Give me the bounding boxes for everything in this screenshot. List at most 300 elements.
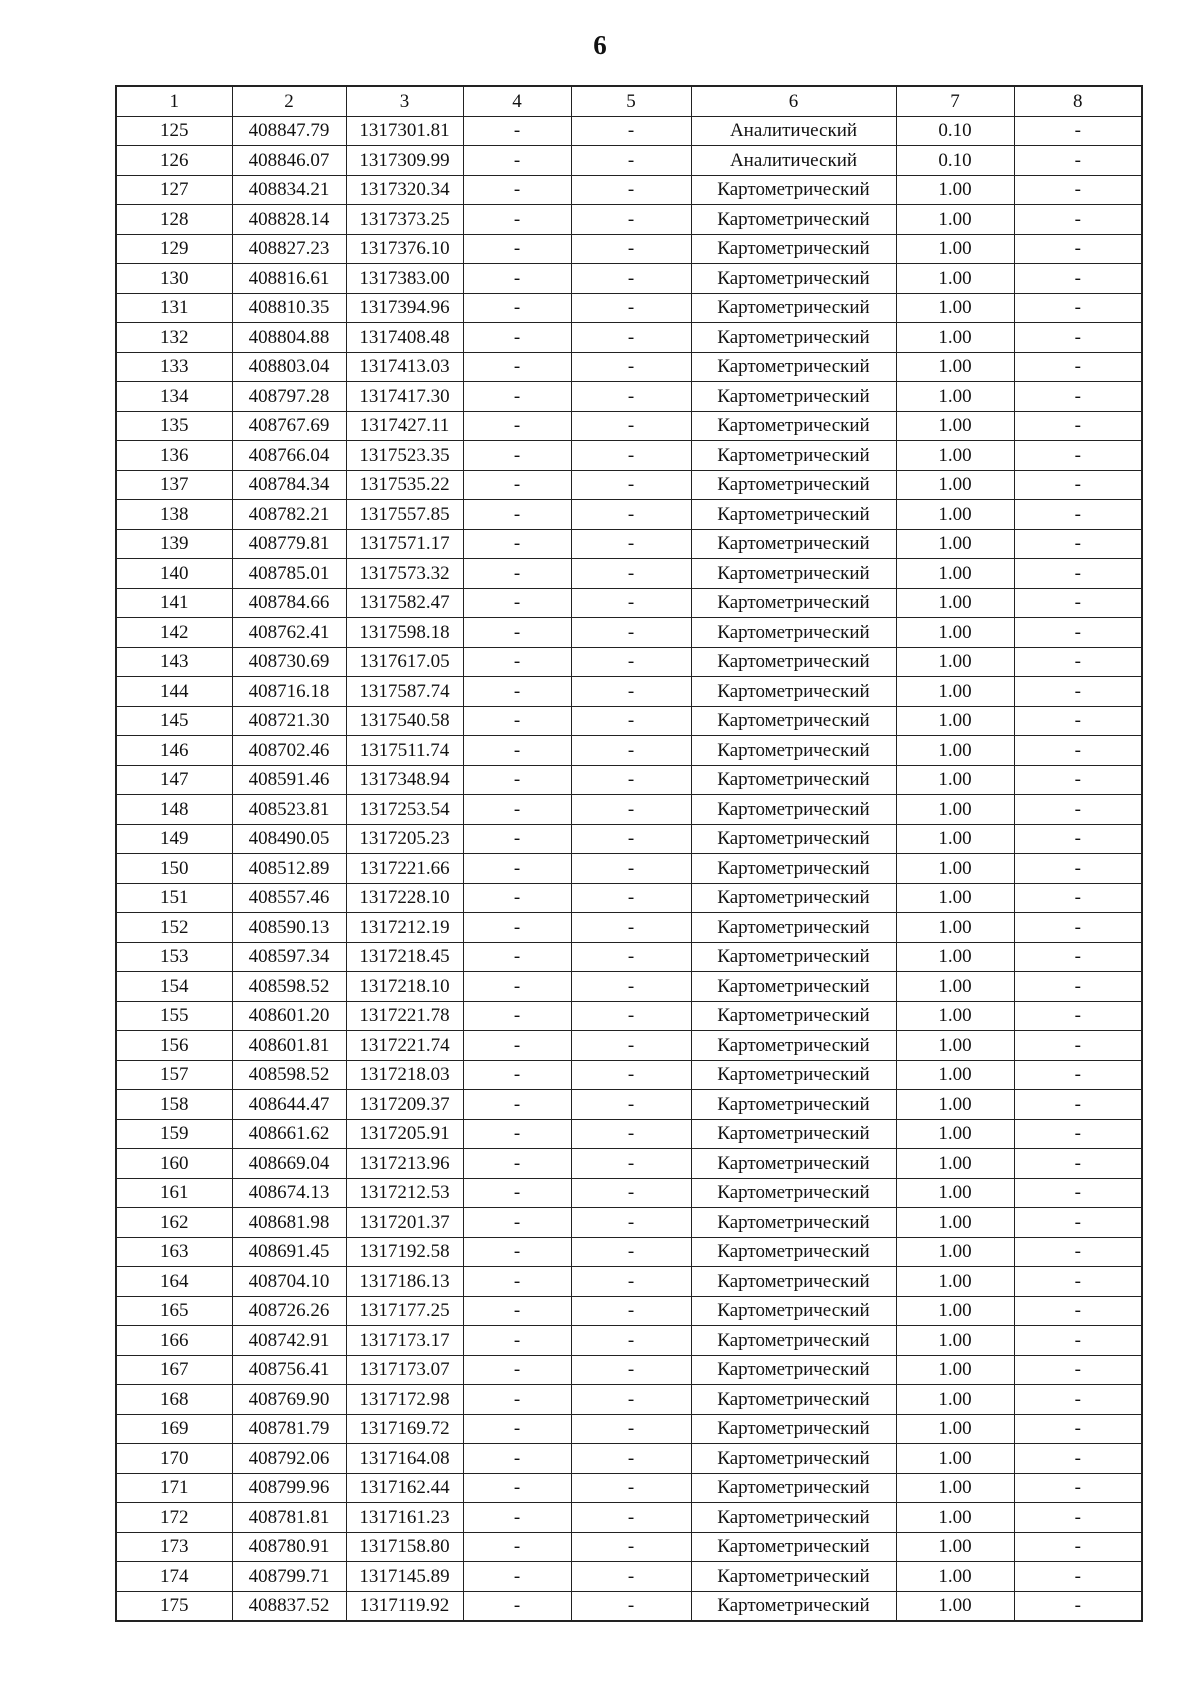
- x-coordinate-cell: 408674.13: [232, 1178, 346, 1208]
- point-number-cell: 158: [116, 1090, 232, 1120]
- method-cell: Картометрический: [691, 588, 896, 618]
- x-coordinate-cell: 408779.81: [232, 529, 346, 559]
- table-row: [116, 1237, 1142, 1267]
- column-header: 3: [346, 86, 463, 116]
- column-5-cell: -: [571, 618, 691, 648]
- method-cell: Картометрический: [691, 824, 896, 854]
- column-5-cell: -: [571, 1532, 691, 1562]
- point-number-cell: 150: [116, 854, 232, 884]
- column-4-cell: -: [463, 588, 571, 618]
- x-coordinate-cell: 408716.18: [232, 677, 346, 707]
- column-5-cell: -: [571, 588, 691, 618]
- column-5-cell: -: [571, 441, 691, 471]
- accuracy-cell: 1.00: [896, 1149, 1014, 1179]
- column-8-cell: -: [1014, 765, 1142, 795]
- table-row: [116, 1119, 1142, 1149]
- y-coordinate-cell: 1317228.10: [346, 883, 463, 913]
- y-coordinate-cell: 1317582.47: [346, 588, 463, 618]
- y-coordinate-cell: 1317320.34: [346, 175, 463, 205]
- column-4-cell: -: [463, 824, 571, 854]
- x-coordinate-cell: 408766.04: [232, 441, 346, 471]
- column-5-cell: -: [571, 972, 691, 1002]
- column-5-cell: -: [571, 1562, 691, 1592]
- y-coordinate-cell: 1317587.74: [346, 677, 463, 707]
- accuracy-cell: 1.00: [896, 1178, 1014, 1208]
- column-4-cell: -: [463, 1355, 571, 1385]
- x-coordinate-cell: 408601.81: [232, 1031, 346, 1061]
- table-row: [116, 1473, 1142, 1503]
- x-coordinate-cell: 408490.05: [232, 824, 346, 854]
- x-coordinate-cell: 408784.34: [232, 470, 346, 500]
- column-8-cell: -: [1014, 205, 1142, 235]
- column-5-cell: -: [571, 706, 691, 736]
- column-8-cell: -: [1014, 529, 1142, 559]
- column-5-cell: -: [571, 264, 691, 294]
- column-5-cell: -: [571, 500, 691, 530]
- accuracy-cell: 1.00: [896, 1208, 1014, 1238]
- column-8-cell: -: [1014, 883, 1142, 913]
- column-header: 8: [1014, 86, 1142, 116]
- table-row: [116, 205, 1142, 235]
- y-coordinate-cell: 1317523.35: [346, 441, 463, 471]
- column-8-cell: -: [1014, 736, 1142, 766]
- point-number-cell: 130: [116, 264, 232, 294]
- point-number-cell: 132: [116, 323, 232, 353]
- point-number-cell: 170: [116, 1444, 232, 1474]
- y-coordinate-cell: 1317173.17: [346, 1326, 463, 1356]
- accuracy-cell: 1.00: [896, 1473, 1014, 1503]
- y-coordinate-cell: 1317173.07: [346, 1355, 463, 1385]
- table-row: [116, 795, 1142, 825]
- method-cell: Картометрический: [691, 559, 896, 589]
- column-5-cell: -: [571, 323, 691, 353]
- column-5-cell: -: [571, 913, 691, 943]
- method-cell: Картометрический: [691, 1119, 896, 1149]
- column-5-cell: -: [571, 293, 691, 323]
- x-coordinate-cell: 408782.21: [232, 500, 346, 530]
- method-cell: Картометрический: [691, 1473, 896, 1503]
- column-4-cell: -: [463, 1591, 571, 1621]
- y-coordinate-cell: 1317511.74: [346, 736, 463, 766]
- accuracy-cell: 1.00: [896, 559, 1014, 589]
- table-row: [116, 1296, 1142, 1326]
- column-4-cell: -: [463, 795, 571, 825]
- table-row: [116, 1532, 1142, 1562]
- column-4-cell: -: [463, 1208, 571, 1238]
- table-row: [116, 913, 1142, 943]
- point-number-cell: 138: [116, 500, 232, 530]
- x-coordinate-cell: 408590.13: [232, 913, 346, 943]
- column-4-cell: -: [463, 1267, 571, 1297]
- method-cell: Картометрический: [691, 1060, 896, 1090]
- column-8-cell: -: [1014, 470, 1142, 500]
- accuracy-cell: 1.00: [896, 1562, 1014, 1592]
- column-8-cell: -: [1014, 677, 1142, 707]
- table-row: [116, 1562, 1142, 1592]
- y-coordinate-cell: 1317177.25: [346, 1296, 463, 1326]
- method-cell: Картометрический: [691, 706, 896, 736]
- column-4-cell: -: [463, 1060, 571, 1090]
- table-row: [116, 1031, 1142, 1061]
- table-row: [116, 559, 1142, 589]
- accuracy-cell: 1.00: [896, 411, 1014, 441]
- x-coordinate-cell: 408591.46: [232, 765, 346, 795]
- x-coordinate-cell: 408828.14: [232, 205, 346, 235]
- point-number-cell: 142: [116, 618, 232, 648]
- accuracy-cell: 1.00: [896, 1444, 1014, 1474]
- column-8-cell: -: [1014, 293, 1142, 323]
- column-8-cell: -: [1014, 1296, 1142, 1326]
- x-coordinate-cell: 408730.69: [232, 647, 346, 677]
- method-cell: Картометрический: [691, 1562, 896, 1592]
- column-8-cell: -: [1014, 116, 1142, 146]
- column-5-cell: -: [571, 942, 691, 972]
- point-number-cell: 160: [116, 1149, 232, 1179]
- column-8-cell: -: [1014, 1414, 1142, 1444]
- column-8-cell: -: [1014, 854, 1142, 884]
- table-row: [116, 588, 1142, 618]
- y-coordinate-cell: 1317205.23: [346, 824, 463, 854]
- column-5-cell: -: [571, 1237, 691, 1267]
- column-5-cell: -: [571, 677, 691, 707]
- method-cell: Картометрический: [691, 1001, 896, 1031]
- column-4-cell: -: [463, 647, 571, 677]
- table-row: [116, 234, 1142, 264]
- x-coordinate-cell: 408512.89: [232, 854, 346, 884]
- column-5-cell: -: [571, 854, 691, 884]
- method-cell: Картометрический: [691, 1090, 896, 1120]
- method-cell: Картометрический: [691, 1444, 896, 1474]
- y-coordinate-cell: 1317169.72: [346, 1414, 463, 1444]
- y-coordinate-cell: 1317145.89: [346, 1562, 463, 1592]
- column-8-cell: -: [1014, 1355, 1142, 1385]
- accuracy-cell: 1.00: [896, 529, 1014, 559]
- column-5-cell: -: [571, 1267, 691, 1297]
- method-cell: Картометрический: [691, 293, 896, 323]
- y-coordinate-cell: 1317408.48: [346, 323, 463, 353]
- column-header: 5: [571, 86, 691, 116]
- column-4-cell: -: [463, 942, 571, 972]
- table-row: [116, 942, 1142, 972]
- column-4-cell: -: [463, 1237, 571, 1267]
- column-8-cell: -: [1014, 323, 1142, 353]
- x-coordinate-cell: 408792.06: [232, 1444, 346, 1474]
- y-coordinate-cell: 1317205.91: [346, 1119, 463, 1149]
- column-8-cell: -: [1014, 411, 1142, 441]
- y-coordinate-cell: 1317348.94: [346, 765, 463, 795]
- column-4-cell: -: [463, 323, 571, 353]
- y-coordinate-cell: 1317212.19: [346, 913, 463, 943]
- column-4-cell: -: [463, 205, 571, 235]
- column-4-cell: -: [463, 116, 571, 146]
- y-coordinate-cell: 1317417.30: [346, 382, 463, 412]
- x-coordinate-cell: 408681.98: [232, 1208, 346, 1238]
- column-8-cell: -: [1014, 706, 1142, 736]
- x-coordinate-cell: 408781.79: [232, 1414, 346, 1444]
- x-coordinate-cell: 408742.91: [232, 1326, 346, 1356]
- column-4-cell: -: [463, 293, 571, 323]
- method-cell: Картометрический: [691, 795, 896, 825]
- column-4-cell: -: [463, 500, 571, 530]
- y-coordinate-cell: 1317158.80: [346, 1532, 463, 1562]
- column-4-cell: -: [463, 1031, 571, 1061]
- column-4-cell: -: [463, 854, 571, 884]
- method-cell: Картометрический: [691, 470, 896, 500]
- x-coordinate-cell: 408781.81: [232, 1503, 346, 1533]
- accuracy-cell: 1.00: [896, 1090, 1014, 1120]
- method-cell: Картометрический: [691, 1532, 896, 1562]
- method-cell: Картометрический: [691, 1267, 896, 1297]
- x-coordinate-cell: 408804.88: [232, 323, 346, 353]
- method-cell: Картометрический: [691, 1326, 896, 1356]
- column-5-cell: -: [571, 1444, 691, 1474]
- column-4-cell: -: [463, 1296, 571, 1326]
- column-5-cell: -: [571, 1178, 691, 1208]
- accuracy-cell: 1.00: [896, 1296, 1014, 1326]
- y-coordinate-cell: 1317540.58: [346, 706, 463, 736]
- accuracy-cell: 1.00: [896, 736, 1014, 766]
- point-number-cell: 149: [116, 824, 232, 854]
- point-number-cell: 147: [116, 765, 232, 795]
- column-8-cell: -: [1014, 1090, 1142, 1120]
- x-coordinate-cell: 408756.41: [232, 1355, 346, 1385]
- y-coordinate-cell: 1317213.96: [346, 1149, 463, 1179]
- y-coordinate-cell: 1317218.45: [346, 942, 463, 972]
- x-coordinate-cell: 408721.30: [232, 706, 346, 736]
- accuracy-cell: 1.00: [896, 677, 1014, 707]
- column-4-cell: -: [463, 411, 571, 441]
- y-coordinate-cell: 1317192.58: [346, 1237, 463, 1267]
- table-row: [116, 1090, 1142, 1120]
- column-4-cell: -: [463, 1385, 571, 1415]
- column-4-cell: -: [463, 1503, 571, 1533]
- column-4-cell: -: [463, 913, 571, 943]
- accuracy-cell: 1.00: [896, 1326, 1014, 1356]
- method-cell: Картометрический: [691, 352, 896, 382]
- accuracy-cell: 0.10: [896, 146, 1014, 176]
- column-5-cell: -: [571, 1503, 691, 1533]
- accuracy-cell: 1.00: [896, 382, 1014, 412]
- point-number-cell: 167: [116, 1355, 232, 1385]
- point-number-cell: 154: [116, 972, 232, 1002]
- accuracy-cell: 1.00: [896, 824, 1014, 854]
- accuracy-cell: 0.10: [896, 116, 1014, 146]
- point-number-cell: 165: [116, 1296, 232, 1326]
- column-header: 2: [232, 86, 346, 116]
- column-4-cell: -: [463, 234, 571, 264]
- accuracy-cell: 1.00: [896, 588, 1014, 618]
- column-8-cell: -: [1014, 913, 1142, 943]
- table-row: [116, 1326, 1142, 1356]
- point-number-cell: 135: [116, 411, 232, 441]
- column-8-cell: -: [1014, 1385, 1142, 1415]
- accuracy-cell: 1.00: [896, 913, 1014, 943]
- table-row: [116, 677, 1142, 707]
- column-5-cell: -: [571, 234, 691, 264]
- y-coordinate-cell: 1317186.13: [346, 1267, 463, 1297]
- point-number-cell: 174: [116, 1562, 232, 1592]
- column-5-cell: -: [571, 1296, 691, 1326]
- point-number-cell: 129: [116, 234, 232, 264]
- column-8-cell: -: [1014, 500, 1142, 530]
- table-row: [116, 175, 1142, 205]
- column-4-cell: -: [463, 470, 571, 500]
- x-coordinate-cell: 408785.01: [232, 559, 346, 589]
- point-number-cell: 125: [116, 116, 232, 146]
- column-8-cell: -: [1014, 942, 1142, 972]
- y-coordinate-cell: 1317212.53: [346, 1178, 463, 1208]
- column-5-cell: -: [571, 1119, 691, 1149]
- column-5-cell: -: [571, 411, 691, 441]
- method-cell: Картометрический: [691, 1149, 896, 1179]
- column-4-cell: -: [463, 559, 571, 589]
- method-cell: Картометрический: [691, 1503, 896, 1533]
- method-cell: Картометрический: [691, 1031, 896, 1061]
- accuracy-cell: 1.00: [896, 264, 1014, 294]
- column-8-cell: -: [1014, 972, 1142, 1002]
- table-row: [116, 1503, 1142, 1533]
- column-4-cell: -: [463, 1178, 571, 1208]
- table-row: [116, 146, 1142, 176]
- column-8-cell: -: [1014, 1532, 1142, 1562]
- x-coordinate-cell: 408726.26: [232, 1296, 346, 1326]
- method-cell: Картометрический: [691, 1296, 896, 1326]
- column-4-cell: -: [463, 1326, 571, 1356]
- column-5-cell: -: [571, 1149, 691, 1179]
- method-cell: Картометрический: [691, 205, 896, 235]
- point-number-cell: 151: [116, 883, 232, 913]
- accuracy-cell: 1.00: [896, 1503, 1014, 1533]
- method-cell: Картометрический: [691, 913, 896, 943]
- table-row: [116, 470, 1142, 500]
- table-row: [116, 1414, 1142, 1444]
- column-5-cell: -: [571, 470, 691, 500]
- method-cell: Картометрический: [691, 1178, 896, 1208]
- column-8-cell: -: [1014, 1503, 1142, 1533]
- point-number-cell: 159: [116, 1119, 232, 1149]
- x-coordinate-cell: 408704.10: [232, 1267, 346, 1297]
- table-row: [116, 264, 1142, 294]
- method-cell: Картометрический: [691, 1414, 896, 1444]
- column-5-cell: -: [571, 883, 691, 913]
- column-5-cell: -: [571, 529, 691, 559]
- column-8-cell: -: [1014, 559, 1142, 589]
- method-cell: Картометрический: [691, 234, 896, 264]
- column-8-cell: -: [1014, 1149, 1142, 1179]
- x-coordinate-cell: 408797.28: [232, 382, 346, 412]
- accuracy-cell: 1.00: [896, 205, 1014, 235]
- column-8-cell: -: [1014, 1060, 1142, 1090]
- y-coordinate-cell: 1317221.78: [346, 1001, 463, 1031]
- accuracy-cell: 1.00: [896, 765, 1014, 795]
- point-number-cell: 152: [116, 913, 232, 943]
- column-8-cell: -: [1014, 1326, 1142, 1356]
- table-row: [116, 352, 1142, 382]
- x-coordinate-cell: 408780.91: [232, 1532, 346, 1562]
- x-coordinate-cell: 408644.47: [232, 1090, 346, 1120]
- column-5-cell: -: [571, 1473, 691, 1503]
- accuracy-cell: 1.00: [896, 234, 1014, 264]
- table-row: [116, 1591, 1142, 1621]
- point-number-cell: 164: [116, 1267, 232, 1297]
- x-coordinate-cell: 408762.41: [232, 618, 346, 648]
- column-4-cell: -: [463, 1149, 571, 1179]
- column-4-cell: -: [463, 1444, 571, 1474]
- column-5-cell: -: [571, 765, 691, 795]
- table-row: [116, 824, 1142, 854]
- column-8-cell: -: [1014, 1178, 1142, 1208]
- accuracy-cell: 1.00: [896, 1060, 1014, 1090]
- column-8-cell: -: [1014, 234, 1142, 264]
- method-cell: Картометрический: [691, 854, 896, 884]
- method-cell: Картометрический: [691, 264, 896, 294]
- table-row: [116, 441, 1142, 471]
- table-row: [116, 736, 1142, 766]
- point-number-cell: 143: [116, 647, 232, 677]
- point-number-cell: 134: [116, 382, 232, 412]
- y-coordinate-cell: 1317218.10: [346, 972, 463, 1002]
- y-coordinate-cell: 1317218.03: [346, 1060, 463, 1090]
- method-cell: Картометрический: [691, 1591, 896, 1621]
- method-cell: Картометрический: [691, 175, 896, 205]
- column-4-cell: -: [463, 1119, 571, 1149]
- column-header: 7: [896, 86, 1014, 116]
- y-coordinate-cell: 1317413.03: [346, 352, 463, 382]
- table-row: [116, 854, 1142, 884]
- column-5-cell: -: [571, 205, 691, 235]
- method-cell: Картометрический: [691, 500, 896, 530]
- accuracy-cell: 1.00: [896, 795, 1014, 825]
- y-coordinate-cell: 1317427.11: [346, 411, 463, 441]
- y-coordinate-cell: 1317162.44: [346, 1473, 463, 1503]
- y-coordinate-cell: 1317119.92: [346, 1591, 463, 1621]
- point-number-cell: 145: [116, 706, 232, 736]
- accuracy-cell: 1.00: [896, 175, 1014, 205]
- column-header: 6: [691, 86, 896, 116]
- column-4-cell: -: [463, 706, 571, 736]
- column-5-cell: -: [571, 1414, 691, 1444]
- column-8-cell: -: [1014, 1591, 1142, 1621]
- table-row: [116, 1060, 1142, 1090]
- column-4-cell: -: [463, 883, 571, 913]
- accuracy-cell: 1.00: [896, 1532, 1014, 1562]
- column-8-cell: -: [1014, 1031, 1142, 1061]
- point-number-cell: 168: [116, 1385, 232, 1415]
- column-4-cell: -: [463, 618, 571, 648]
- page-number: 6: [593, 30, 607, 60]
- method-cell: Картометрический: [691, 441, 896, 471]
- method-cell: Картометрический: [691, 529, 896, 559]
- point-number-cell: 148: [116, 795, 232, 825]
- x-coordinate-cell: 408799.71: [232, 1562, 346, 1592]
- table-row: [116, 765, 1142, 795]
- y-coordinate-cell: 1317221.74: [346, 1031, 463, 1061]
- point-number-cell: 171: [116, 1473, 232, 1503]
- accuracy-cell: 1.00: [896, 1414, 1014, 1444]
- table-row: [116, 972, 1142, 1002]
- table-row: [116, 1355, 1142, 1385]
- table-row: [116, 1385, 1142, 1415]
- x-coordinate-cell: 408847.79: [232, 116, 346, 146]
- accuracy-cell: 1.00: [896, 1355, 1014, 1385]
- accuracy-cell: 1.00: [896, 1267, 1014, 1297]
- method-cell: Картометрический: [691, 411, 896, 441]
- accuracy-cell: 1.00: [896, 470, 1014, 500]
- table-row: [116, 1267, 1142, 1297]
- y-coordinate-cell: 1317535.22: [346, 470, 463, 500]
- method-cell: Картометрический: [691, 736, 896, 766]
- accuracy-cell: 1.00: [896, 293, 1014, 323]
